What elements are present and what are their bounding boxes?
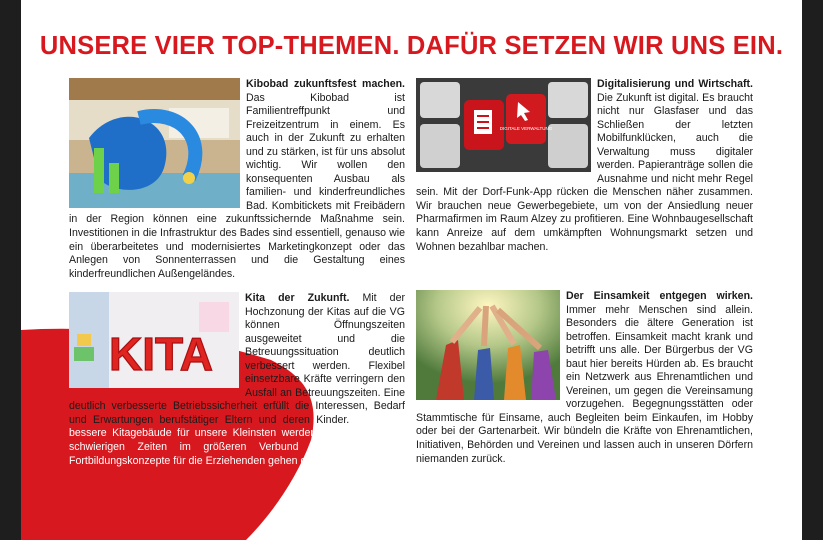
topic-kita-body-continued: Neue und bessere Kitagebäude für unsere Kleinsten werden auch in finanziell schwierigen Zeiten im größeren Verbund möglich. Moderne Fortbildungskonzepte für die Erziehenden gehen damit einher. [69, 413, 405, 467]
topic-kita-body: Mit der Hochzonung der Kitas auf die VG können Öffnungszeiten ausgeweitet und die Betreuungssituation deutlich verbessert werden. Flexibel einsetzbare Kräfte verringern den Ausfall an Betreuungszeiten. Eine deutlich verbesserte Betriebssicherheit erfüllt die Interessen, Bedarf und Erwartungen berufstätiger Eltern und deren Kinder. [69, 292, 405, 426]
kita-letters-photo [69, 292, 239, 388]
topic-kita [69, 292, 405, 468]
keyboard-red-keys-photo [416, 78, 591, 172]
topic-digitalisierung-body: Die Zukunft ist digital. Es braucht nicht nur Glasfaser und das Schließen der letzten Mobilfunklücken, auch die Verwaltung muss digitaler werden. Papieranträge sollen die Ausnahme und nicht mehr Regel sein. Mit der Dorf-Funk-App rücken die Menschen näher zusammen. Wir brauchen neue Gewerbegebiete, um von der Ansiedlung neuer Pharmafirmen im Raum Alzey zu profitieren. Eine Wohnbaugesellschaft kann Anreize auf dem umkämpften Wohnungsmarkt setzen und Wohnen bezahlbar machen. [416, 91, 753, 253]
kita-letters-text: KITA [109, 328, 213, 380]
topic-einsamkeit-title: Der Einsamkeit entgegen wirken. [566, 290, 753, 302]
topic-einsamkeit-body: Immer mehr Menschen sind allein. Besonders die ältere Generation ist betroffen. Einsamkeit macht krank und betrifft uns alle. Der Bürgerbus der VG baut hier bereits Hürden ab. Es braucht ein Netzwerk aus Ehrenamtlichen und Vereinen, um gegen die Vereinsamung vorzugehen. Begegnungsstätten oder Stammtische für Einsame, auch Begleiten beim Einkaufen, im Hobby oder bei der Gartenarbeit. Wir bündeln die Kräfte von Ehrenamtlichen, Initiativen, Behörden und Vereinen und lassen auch in unseren Dörfern niemanden zurück. [416, 303, 753, 465]
topic-einsamkeit [416, 290, 753, 466]
topic-digitalisierung [416, 78, 753, 254]
swimming-pool-slide-photo [69, 78, 240, 208]
topic-digitalisierung-title: Digitalisierung und Wirtschaft. [597, 78, 753, 90]
topic-kibobad-body: Das Kibobad ist Familientreffpunkt und Freizeitzentrum in einem. Es auch in der Zukunft zu erhalten und zu stärken, ist für uns absolut wichtig. Wir wollen den konsequenten Ausbau als familien- und kinderfreundliches Bad. Kombitickets mit Freibädern in der Region können eine zukunftssichernde Maßnahme sein. Investitionen in die Infrastruktur des Bades sind essentiell, genauso wie ein überarbeitetes und modernisiertes Marketingkonzept oder das Anlegen von Sonnenterrassen und die Gestaltung eines kinderfreundlichen Außengeländes. [69, 91, 405, 280]
page-headline: UNSERE VIER TOP-THEMEN. DAFÜR SETZEN WIR UNS EIN. [39, 32, 784, 60]
keyboard-key-label: DIGITALE VERWALTUNG [499, 126, 553, 131]
topic-kita-title: Kita der Zukunft. [245, 292, 363, 304]
topic-kibobad [69, 78, 405, 281]
flyer-page [21, 0, 802, 540]
group-high-five-photo [416, 290, 560, 400]
topic-kibobad-title: Kibobad zukunftsfest machen. [246, 78, 405, 90]
